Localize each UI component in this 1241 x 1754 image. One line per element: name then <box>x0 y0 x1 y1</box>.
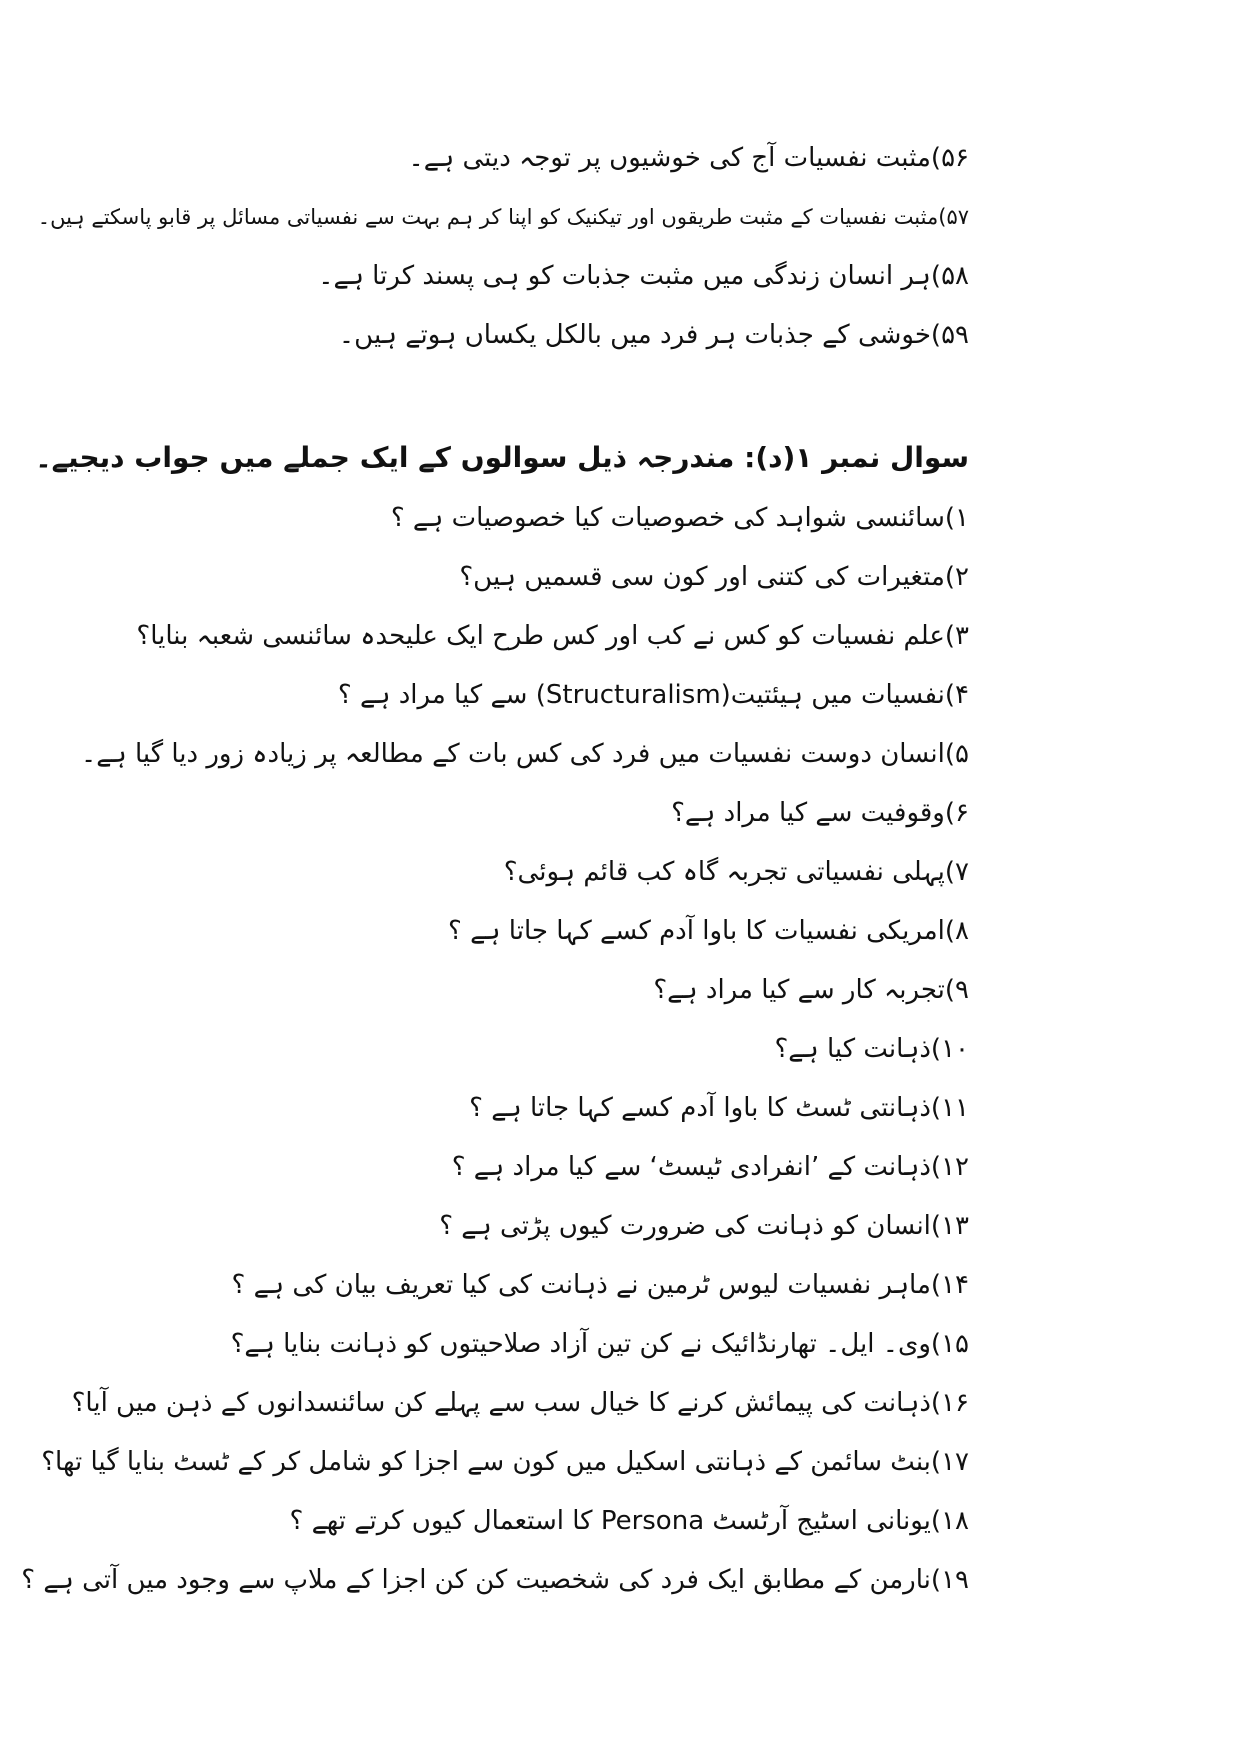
question-item <box>504 850 969 894</box>
question-item <box>452 1145 969 1189</box>
question-text: ذہانت کی پیمائش کرنے کا خیال سب سے پہلے کن سائنسدانوں کے ذہن میں آیا؟ <box>71 1388 931 1418</box>
question-item <box>448 909 969 953</box>
question-number: ۱) <box>944 503 969 533</box>
question-number: ۷) <box>944 857 969 887</box>
statement-number: ۵۶) <box>930 143 969 173</box>
question-item <box>338 673 969 717</box>
question-number: ۱۳) <box>930 1211 969 1241</box>
question-item <box>81 732 969 776</box>
question-item <box>469 1086 969 1130</box>
question-item <box>439 1204 969 1248</box>
question-item <box>671 791 969 835</box>
statement-item <box>318 254 969 298</box>
question-item <box>136 614 969 658</box>
question-text: تجربہ کار سے کیا مراد ہے؟ <box>653 975 945 1005</box>
question-number: ۱۰) <box>930 1034 969 1064</box>
question-text: ذہانتی ٹسٹ کا باوا آدم کسے کہا جاتا ہے ؟ <box>469 1093 931 1123</box>
question-item <box>774 1027 969 1071</box>
question-number: ۴) <box>944 680 969 710</box>
statement-number: ۵۷) <box>938 205 969 229</box>
statement-item <box>38 195 969 239</box>
question-item <box>391 496 969 540</box>
question-item <box>653 968 969 1012</box>
question-number: ۱۲) <box>930 1152 969 1182</box>
question-item <box>72 1381 969 1425</box>
question-number: ۶) <box>944 798 969 828</box>
question-number: ۵) <box>944 739 969 769</box>
statement-text: مثبت نفسیات آج کی خوشیوں پر توجہ دیتی ہے۔ <box>408 143 931 173</box>
question-item <box>41 1440 969 1484</box>
question-text: امریکی نفسیات کا باوا آدم کسے کہا جاتا ہے ؟ <box>448 916 945 946</box>
question-text: پہلی نفسیاتی تجربہ گاہ کب قائم ہوئی؟ <box>503 857 945 887</box>
question-number: ۹) <box>944 975 969 1005</box>
question-text: سائنسی شواہد کی خصوصیات کیا خصوصیات ہے ؟ <box>390 503 945 533</box>
question-number: ۱۴) <box>930 1270 969 1300</box>
question-item <box>21 1558 969 1602</box>
question-text: ماہر نفسیات لیوس ٹرمین نے ذہانت کی کیا تعریف بیان کی ہے ؟ <box>231 1270 931 1300</box>
statement-number: ۵۹) <box>930 320 969 350</box>
question-text: انسان کو ذہانت کی ضرورت کیوں پڑتی ہے ؟ <box>439 1211 931 1241</box>
question-text: انسان دوست نفسیات میں فرد کی کس بات کے مطالعہ پر زیادہ زور دیا گیا ہے۔ <box>80 739 945 769</box>
section-heading: سوال نمبر ۱(د): مندرجہ ذیل سوالوں کے ایک جملے میں جواب دیجیے۔ <box>35 441 969 474</box>
question-number: ۱۵) <box>930 1329 969 1359</box>
question-text: وی۔ ایل۔ تھارنڈائیک نے کن تین آزاد صلاحیتوں کو ذہانت بنایا ہے؟ <box>230 1329 931 1359</box>
statement-item <box>409 136 970 180</box>
question-text: ذہانت کیا ہے؟ <box>774 1034 931 1064</box>
question-number: ۲) <box>944 562 969 592</box>
statement-text: خوشی کے جذبات ہر فرد میں بالکل یکساں ہوتے ہیں۔ <box>338 320 931 350</box>
question-number: ۱۸) <box>930 1506 969 1536</box>
question-text: وقوفیت سے کیا مراد ہے؟ <box>671 798 945 828</box>
question-number: ۱۹) <box>930 1565 969 1595</box>
question-item <box>290 1499 970 1543</box>
question-text: بنٹ سائمن کے ذہانتی اسکیل میں کون سے اجزا کو شامل کر کے ٹسٹ بنایا گیا تھا؟ <box>41 1447 931 1477</box>
question-number: ۱۶) <box>930 1388 969 1418</box>
question-text: نارمن کے مطابق ایک فرد کی شخصیت کن کن اجزا کے ملاپ سے وجود میں آتی ہے ؟ <box>21 1565 931 1595</box>
statement-item <box>339 313 969 357</box>
question-item <box>459 555 969 599</box>
question-number: ۸) <box>944 916 969 946</box>
question-item <box>231 1322 969 1366</box>
question-number: ۱۷) <box>930 1447 969 1477</box>
question-text: یونانی اسٹیج آرٹسٹ Persona کا استعمال کیوں کرتے تھے ؟ <box>289 1506 931 1536</box>
question-text: متغیرات کی کتنی اور کون سی قسمیں ہیں؟ <box>459 562 945 592</box>
question-text: ذہانت کے ’انفرادی ٹیسٹ‘ سے کیا مراد ہے ؟ <box>451 1152 931 1182</box>
statement-text: مثبت نفسیات کے مثبت طریقوں اور تیکنیک کو اپنا کر ہم بہت سے نفسیاتی مسائل پر قابو پاسکتے ہیں۔ <box>37 205 939 229</box>
question-number: ۱۱) <box>930 1093 969 1123</box>
statement-text: ہر انسان زندگی میں مثبت جذبات کو ہی پسند کرتا ہے۔ <box>318 261 931 291</box>
question-text: نفسیات میں ہیئتیت(Structuralism) سے کیا مراد ہے ؟ <box>337 680 945 710</box>
statement-number: ۵۸) <box>930 261 969 291</box>
question-number: ۳) <box>944 621 969 651</box>
question-text: علم نفسیات کو کس نے کب اور کس طرح ایک علیحدہ سائنسی شعبہ بنایا؟ <box>136 621 945 651</box>
question-item <box>232 1263 969 1307</box>
